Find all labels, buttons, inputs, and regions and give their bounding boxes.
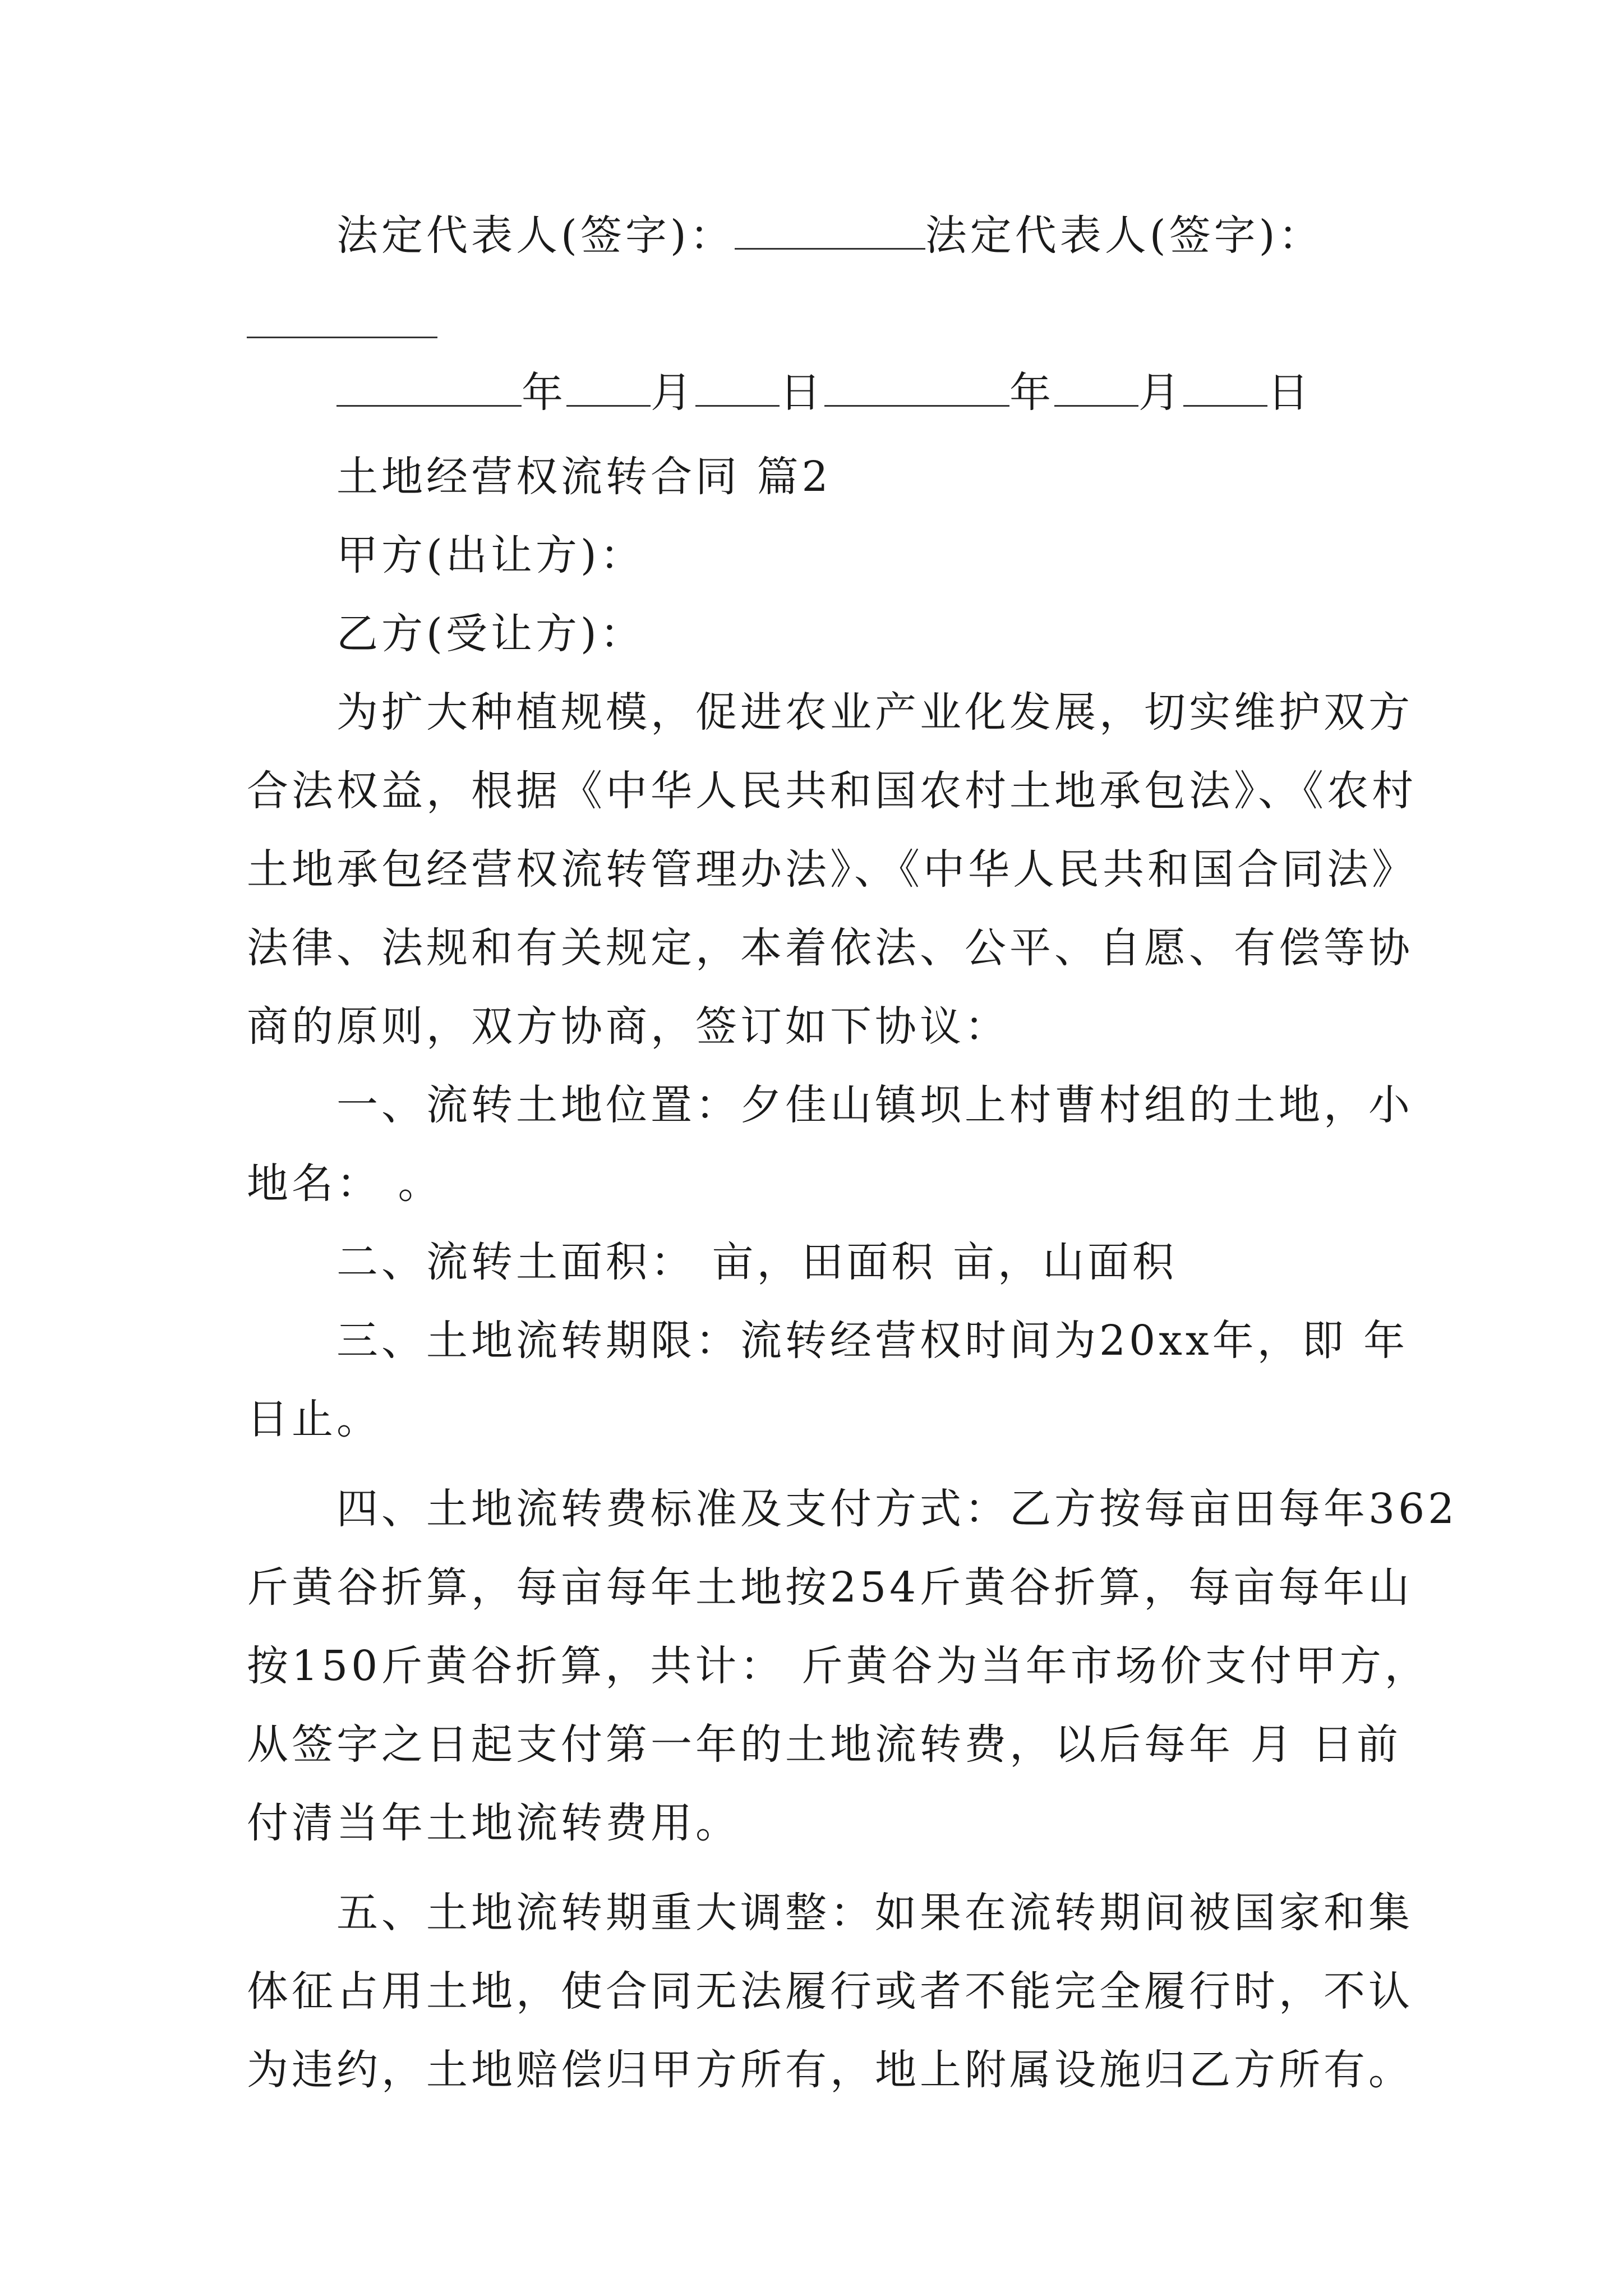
day-blank-b xyxy=(1183,370,1267,407)
month-blank-b xyxy=(1054,370,1138,407)
legal-rep-label-b: 法定代表人(签字)： xyxy=(925,211,1324,260)
signature-blank-b xyxy=(247,337,437,338)
clause-4-line: 按150斤黄谷折算，共计： 斤黄谷为当年市场价支付甲方， xyxy=(247,1642,1430,1690)
preamble-line: 合法权益，根据《中华人民共和国农村土地承包法》、《农村 xyxy=(247,767,1417,815)
clause-4-line: 四、土地流转费标准及支付方式：乙方按每亩田每年362 xyxy=(336,1485,1458,1533)
year-blank-a xyxy=(336,370,522,407)
party-a-line: 甲方(出让方)： xyxy=(336,531,645,579)
clause-1-line: 一、流转土地位置：夕佳山镇坝上村曹村组的土地，小 xyxy=(336,1081,1413,1129)
legal-rep-label-a: 法定代表人(签字)： xyxy=(336,211,735,260)
preamble-line: 法律、法规和有关规定，本着依法、公平、自愿、有偿等协 xyxy=(247,924,1413,972)
clause-2-line: 二、流转土面积： 亩，田面积 亩，山面积 xyxy=(336,1238,1178,1286)
party-b-line: 乙方(受让方)： xyxy=(336,610,645,658)
day-label-a: 日 xyxy=(780,369,824,417)
month-label-a: 月 xyxy=(651,369,695,417)
preamble-line: 土地承包经营权流转管理办法》、《中华人民共和国合同法》 xyxy=(247,845,1417,894)
day-label-b: 日 xyxy=(1267,369,1312,417)
clause-4-line: 斤黄谷折算，每亩每年土地按254斤黄谷折算，每亩每年山 xyxy=(247,1563,1413,1612)
date-row xyxy=(336,365,1391,421)
signature-blank-a xyxy=(735,213,925,250)
year-blank-b xyxy=(824,370,1009,407)
clause-3-line: 日止。 xyxy=(247,1395,381,1443)
contract-title: 土地经营权流转合同 篇2 xyxy=(336,453,832,501)
clause-5-line: 五、土地流转期重大调整：如果在流转期间被国家和集 xyxy=(336,1889,1413,1937)
year-label-a: 年 xyxy=(522,369,566,417)
year-label-b: 年 xyxy=(1009,369,1054,417)
preamble-line: 为扩大种植规模，促进农业产业化发展，切实维护双方 xyxy=(336,688,1413,737)
day-blank-a xyxy=(695,370,780,407)
clause-4-line: 付清当年土地流转费用。 xyxy=(247,1799,740,1847)
clause-5-line: 为违约，土地赔偿归甲方所有，地上附属设施归乙方所有。 xyxy=(247,2046,1413,2094)
clause-1-line: 地名： 。 xyxy=(247,1159,443,1208)
clause-3-line: 三、土地流转期限：流转经营权时间为20xx年，即 年 xyxy=(336,1317,1409,1365)
clause-4-line: 从签字之日起支付第一年的土地流转费，以后每年 月 日前 xyxy=(247,1720,1402,1769)
clause-5-line: 体征占用土地，使合同无法履行或者不能完全履行时，不认 xyxy=(247,1967,1413,2016)
signature-row xyxy=(336,208,1391,264)
month-blank-a xyxy=(566,370,651,407)
preamble-line: 商的原则，双方协商，签订如下协议： xyxy=(247,1002,1009,1051)
month-label-b: 月 xyxy=(1138,369,1183,417)
